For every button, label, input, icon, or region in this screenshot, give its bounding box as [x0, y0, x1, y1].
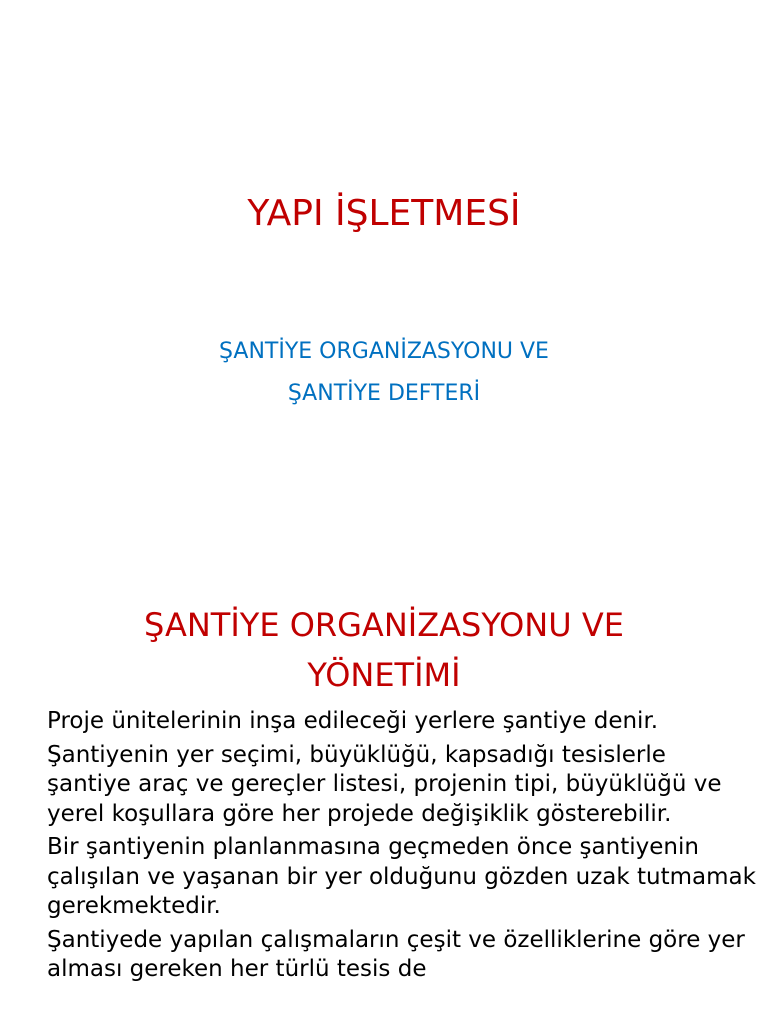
slide-2-title: [0, 600, 768, 700]
slide-1-subtitle-line: ŞANTİYE ORGANİZASYONU VE: [219, 339, 549, 364]
slide-1-title: YAPI İŞLETMESİ: [247, 193, 521, 234]
slide-1-subtitle-line: ŞANTİYE DEFTERİ: [287, 381, 481, 406]
slide-2: [0, 576, 768, 1024]
body-paragraph: Şantiyenin yer seçimi, büyüklüğü, kapsadığı tesislerle şantiye araç ve gereçler listesi, projenin tipi, büyüklüğü ve yerel koşullara göre her projede değişiklik gösterebilir.: [47, 741, 722, 827]
body-paragraph: Şantiyede yapılan çalışmaların çeşit ve özelliklerine göre yer alması gereken her türlü tesis de: [47, 926, 745, 982]
slide-2-body: [47, 707, 757, 989]
body-paragraph: Proje ünitelerinin inşa edileceği yerlere şantiye denir.: [47, 708, 659, 734]
slide-1-subtitle: [0, 331, 768, 415]
slide-2-title-line: ŞANTİYE ORGANİZASYONU VE: [144, 606, 624, 644]
slide-2-title-line: YÖNETİMİ: [307, 656, 461, 694]
body-paragraph: Bir şantiyenin planlanmasına geçmeden önce şantiyenin çalışılan ve yaşanan bir yer olduğunu gözden uzak tutmamak gerekmektedir.: [47, 834, 756, 919]
